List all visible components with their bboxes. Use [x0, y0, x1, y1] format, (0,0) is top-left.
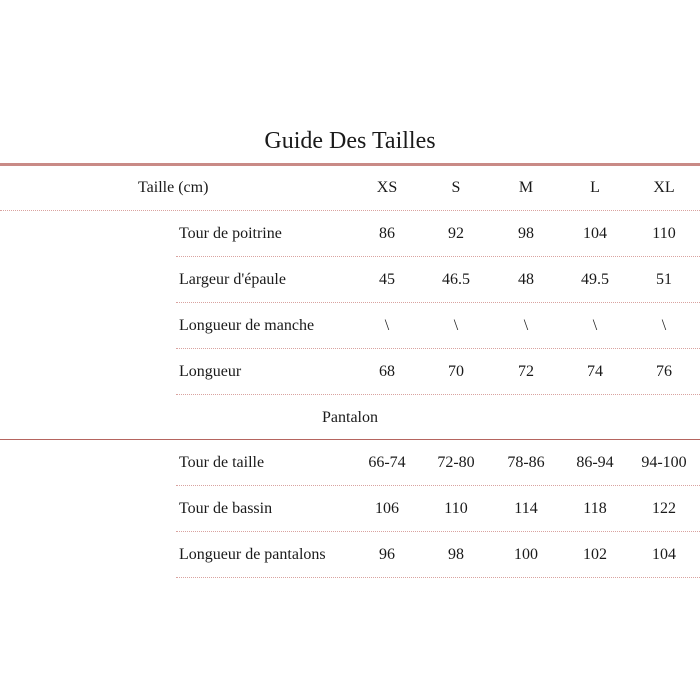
size-header-l: L — [590, 179, 600, 196]
cell-value: 100 — [514, 546, 538, 563]
row-divider — [176, 256, 700, 257]
cell-value: 74 — [587, 363, 603, 380]
cell-value: 48 — [518, 271, 534, 288]
cell-value: 96 — [379, 546, 395, 563]
section-title-pantalon: Pantalon — [322, 409, 378, 426]
cell-value: \ — [661, 317, 667, 334]
size-header-s: S — [451, 179, 461, 196]
size-column-header: Taille (cm) — [138, 179, 209, 196]
row-divider — [176, 394, 700, 395]
section-divider — [0, 439, 700, 440]
cell-value: 104 — [583, 225, 607, 242]
cell-value: 102 — [583, 546, 607, 563]
cell-value: 66-74 — [368, 454, 406, 471]
row-label: Tour de taille — [179, 454, 265, 471]
cell-value: 122 — [652, 500, 676, 517]
row-label: Longueur — [179, 363, 242, 380]
cell-value: 110 — [652, 225, 676, 242]
cell-value: 78-86 — [507, 454, 545, 471]
cell-value: \ — [592, 317, 598, 334]
cell-value: 72-80 — [437, 454, 475, 471]
header-divider — [0, 210, 700, 211]
row-divider — [176, 577, 700, 578]
cell-value: \ — [453, 317, 459, 334]
cell-value: 104 — [652, 546, 676, 563]
cell-value: \ — [523, 317, 529, 334]
cell-value: 98 — [518, 225, 534, 242]
cell-value: 118 — [583, 500, 607, 517]
cell-value: 70 — [448, 363, 464, 380]
size-header-xs: XS — [376, 179, 398, 196]
row-divider — [176, 348, 700, 349]
size-header-xl: XL — [653, 179, 675, 196]
cell-value: 98 — [448, 546, 464, 563]
cell-value: 86 — [379, 225, 395, 242]
row-divider — [176, 485, 700, 486]
cell-value: 114 — [514, 500, 538, 517]
size-header-m: M — [518, 179, 534, 196]
cell-value: 86-94 — [576, 454, 614, 471]
cell-value: 45 — [379, 271, 395, 288]
row-label: Longueur de manche — [179, 317, 315, 334]
cell-value: \ — [384, 317, 390, 334]
row-label: Longueur de pantalons — [179, 546, 326, 563]
row-divider — [176, 531, 700, 532]
title-divider — [0, 163, 700, 166]
cell-value: 68 — [379, 363, 395, 380]
page-title: Guide Des Tailles — [264, 128, 436, 154]
cell-value: 94-100 — [641, 454, 687, 471]
cell-value: 72 — [518, 363, 534, 380]
cell-value: 46.5 — [442, 271, 470, 288]
cell-value: 92 — [448, 225, 464, 242]
row-label: Largeur d'épaule — [179, 271, 286, 288]
row-label: Tour de bassin — [179, 500, 273, 517]
cell-value: 51 — [656, 271, 672, 288]
cell-value: 110 — [444, 500, 468, 517]
cell-value: 49.5 — [581, 271, 609, 288]
row-label: Tour de poitrine — [179, 225, 282, 242]
cell-value: 106 — [375, 500, 399, 517]
row-divider — [176, 302, 700, 303]
cell-value: 76 — [656, 363, 672, 380]
